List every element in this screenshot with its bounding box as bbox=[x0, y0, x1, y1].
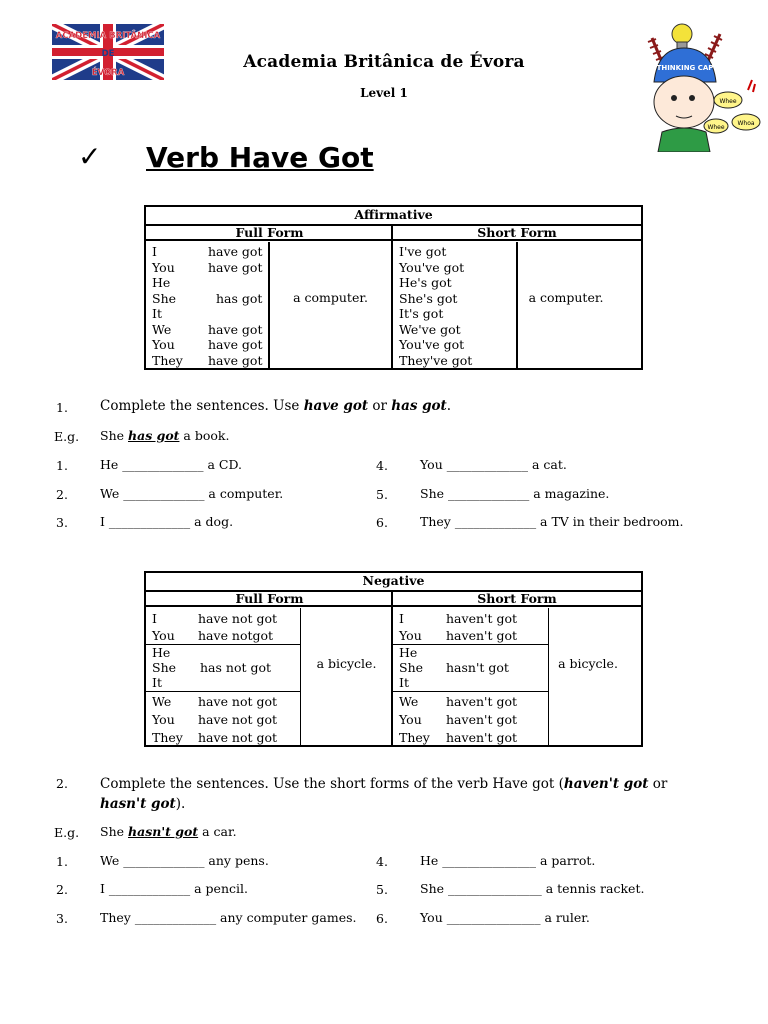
ex2-item: He _______________ a parrot. bbox=[420, 853, 596, 868]
ex1-item-number: 2. bbox=[56, 487, 68, 502]
ex2-item-number: 1. bbox=[56, 854, 68, 869]
ex2-item: They _____________ any computer games. bbox=[100, 910, 357, 925]
ex1-item-number: 3. bbox=[56, 515, 68, 530]
ex2-item-number: 2. bbox=[56, 882, 68, 897]
ex1-example: She has got a book. bbox=[100, 428, 230, 443]
ex1-item-number: 4. bbox=[376, 458, 388, 473]
negative-short-object: a bicycle. bbox=[558, 656, 618, 671]
level-label: Level 1 bbox=[360, 86, 408, 100]
bubble-2: Whoa bbox=[737, 120, 755, 127]
bubble-3: Whee bbox=[707, 124, 725, 131]
negative-short-verbs: haven't got haven't got hasn't got haven't got haven't got haven't got bbox=[446, 611, 517, 745]
negative-caption: Negative bbox=[146, 573, 641, 592]
ex1-item-number: 1. bbox=[56, 458, 68, 473]
ex2-item: She _______________ a tennis racket. bbox=[420, 881, 645, 896]
logo-line-2: DE bbox=[101, 49, 115, 59]
ex1-item-number: 5. bbox=[376, 487, 388, 502]
ex1-item: I _____________ a dog. bbox=[100, 514, 234, 529]
affirmative-full-object: a computer. bbox=[293, 290, 368, 305]
affirmative-short-object: a computer. bbox=[528, 290, 604, 305]
checkmark-icon: ✓ bbox=[78, 140, 102, 173]
ex2-item-number: 5. bbox=[376, 882, 388, 897]
negative-full-object: a bicycle. bbox=[316, 656, 377, 671]
thinking-cap-kid-illustration bbox=[638, 20, 766, 152]
ex2-item: You _______________ a ruler. bbox=[420, 910, 590, 925]
affirmative-full-verbs: have got have got has got have got have got have got bbox=[208, 244, 263, 368]
ex2-number: 2. bbox=[56, 776, 68, 791]
ex1-instruction: Complete the sentences. Use have got or has got. bbox=[100, 398, 452, 414]
ex2-item-number: 3. bbox=[56, 911, 68, 926]
affirmative-short-forms: I've got You've got He's got She's got It's got We've got You've got They've got bbox=[399, 244, 473, 368]
negative-full-pronouns: I You He She It We You They bbox=[152, 611, 183, 745]
affirmative-full-header: Full Form bbox=[146, 224, 393, 241]
negative-short-pronouns: I You He She It We You They bbox=[399, 611, 430, 745]
negative-table bbox=[144, 571, 643, 747]
ex2-instruction: Complete the sentences. Use the short forms of the verb Have got (haven't got or hasn't got). bbox=[100, 776, 668, 812]
affirmative-table bbox=[144, 205, 643, 370]
ex2-item: We _____________ any pens. bbox=[100, 853, 269, 868]
ex1-item: They _____________ a TV in their bedroom. bbox=[420, 514, 684, 529]
ex1-item: We _____________ a computer. bbox=[100, 486, 284, 501]
ex2-item: I _____________ a pencil. bbox=[100, 881, 248, 896]
page-title: Verb Have Got bbox=[146, 141, 374, 174]
logo-line-1: ACADEMIA BRITÂNICA bbox=[55, 31, 161, 41]
negative-full-header: Full Form bbox=[146, 590, 393, 607]
logo-line-3: ÉVORA bbox=[91, 68, 125, 78]
ex1-eg-label: E.g. bbox=[54, 429, 80, 444]
ex2-eg-label: E.g. bbox=[54, 825, 80, 840]
ex2-example: She hasn't got a car. bbox=[100, 824, 237, 839]
ex2-item-number: 6. bbox=[376, 911, 388, 926]
ex1-item: You _____________ a cat. bbox=[420, 457, 567, 472]
ex1-number: 1. bbox=[56, 400, 68, 415]
affirmative-full-pronouns: I You He She It We You They bbox=[152, 244, 183, 368]
ex1-item: He _____________ a CD. bbox=[100, 457, 243, 472]
negative-short-header: Short Form bbox=[393, 590, 641, 607]
affirmative-short-header: Short Form bbox=[393, 224, 641, 241]
affirmative-caption: Affirmative bbox=[146, 207, 641, 226]
ex1-item-number: 6. bbox=[376, 515, 388, 530]
school-name: Academia Britânica de Évora bbox=[243, 52, 525, 72]
bubble-1: Whee bbox=[719, 98, 737, 105]
cap-text: THINKING CAP bbox=[656, 64, 714, 72]
ex2-item-number: 4. bbox=[376, 854, 388, 869]
negative-full-verbs: have not got have notgot has not got have not got have not got have not got bbox=[198, 611, 278, 745]
ex1-item: She _____________ a magazine. bbox=[420, 486, 610, 501]
